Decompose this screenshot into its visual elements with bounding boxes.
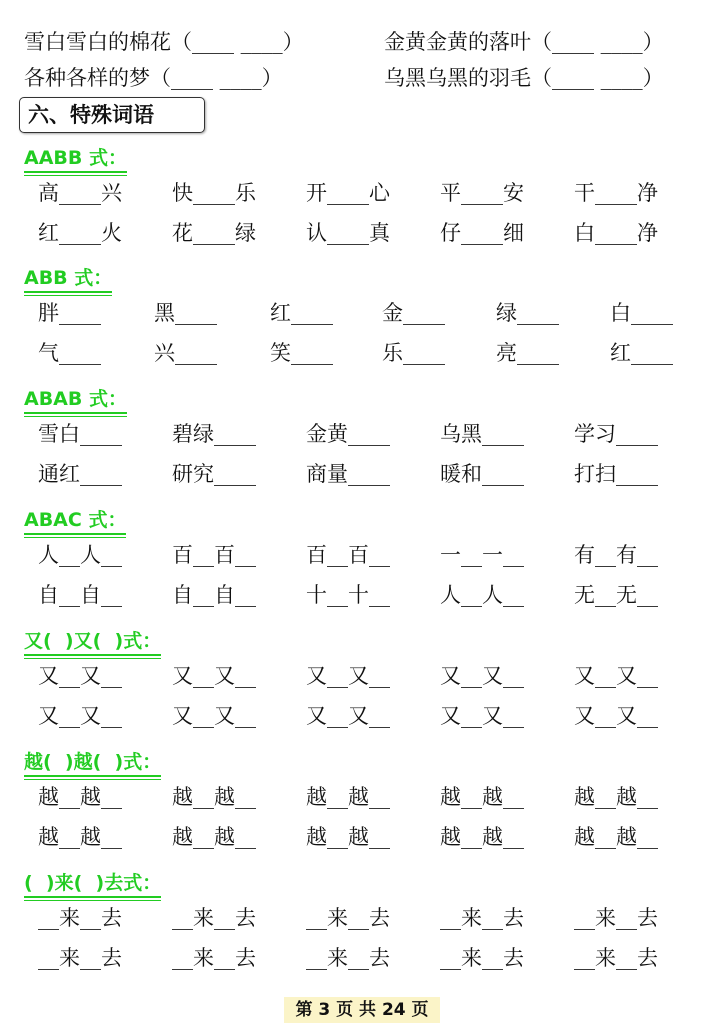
fill-in-item: __来__去 bbox=[38, 946, 122, 970]
fill-in-item: 越__越__ bbox=[38, 785, 122, 809]
fill-in-item: 越__越__ bbox=[306, 825, 390, 849]
fill-in-item: 一__一__ bbox=[440, 543, 524, 567]
fill-in-item: 越__越__ bbox=[38, 825, 122, 849]
fill-in-item: 黑____ bbox=[154, 301, 217, 325]
fill-in-item: __来__去 bbox=[574, 946, 658, 970]
fill-in-item: 又__又__ bbox=[440, 664, 524, 688]
exercise-row bbox=[38, 420, 688, 448]
fill-in-item: 红____ bbox=[610, 341, 673, 365]
fill-in-item: 越__越__ bbox=[574, 785, 658, 809]
fill-in-item: 平____安 bbox=[440, 181, 524, 205]
fill-in-item: 商量____ bbox=[306, 462, 390, 486]
fill-in-item: __来__去 bbox=[172, 906, 256, 930]
fill-in-item: 仔____细 bbox=[440, 221, 524, 245]
fill-in-item: 认____真 bbox=[306, 221, 390, 245]
fill-in-item: 越__越__ bbox=[172, 825, 256, 849]
exercise-row bbox=[38, 339, 688, 367]
fill-in-item: 越__越__ bbox=[306, 785, 390, 809]
fill-in-item: 高____兴 bbox=[38, 181, 122, 205]
fill-in-item: 自__自__ bbox=[172, 583, 256, 607]
pattern-label: 又( )又( )式： bbox=[24, 630, 161, 656]
fill-in-item: 又__又__ bbox=[38, 704, 122, 728]
fill-in-item: __来__去 bbox=[440, 906, 524, 930]
fill-in-item: 干____净 bbox=[574, 181, 658, 205]
exercise-row bbox=[38, 541, 688, 569]
fill-in-item: 越__越__ bbox=[574, 825, 658, 849]
fill-in-item: 无__无__ bbox=[574, 583, 658, 607]
pattern-label: ABAC 式： bbox=[24, 509, 126, 535]
fill-in-item: 金____ bbox=[382, 301, 445, 325]
top-line-1 bbox=[24, 26, 704, 56]
fill-in-item: 自__自__ bbox=[38, 583, 122, 607]
fill-in-item: 红____火 bbox=[38, 221, 122, 245]
fill-in-item: 又__又__ bbox=[574, 664, 658, 688]
fill-in-item: __来__去 bbox=[306, 906, 390, 930]
fill-in-item: 乐____ bbox=[382, 341, 445, 365]
top-line-2 bbox=[24, 62, 704, 92]
fill-in-item: 人__人__ bbox=[440, 583, 524, 607]
section-title: 六、特殊词语 bbox=[19, 97, 205, 133]
fill-in-item: 又__又__ bbox=[306, 704, 390, 728]
fill-in-item: 越__越__ bbox=[440, 785, 524, 809]
phrase-left: 雪白雪白的棉花（____ ____） bbox=[24, 30, 304, 54]
fill-in-item: 白____净 bbox=[574, 221, 658, 245]
fill-in-item: 笑____ bbox=[270, 341, 333, 365]
fill-in-item: __来__去 bbox=[172, 946, 256, 970]
pattern-label: ( )来( )去式： bbox=[24, 872, 161, 898]
pattern-label: AABB 式： bbox=[24, 147, 127, 173]
fill-in-item: 又__又__ bbox=[574, 704, 658, 728]
fill-in-item: 百__百__ bbox=[172, 543, 256, 567]
fill-in-item: 绿____ bbox=[496, 301, 559, 325]
fill-in-item: 金黄____ bbox=[306, 422, 390, 446]
pattern-label: 越( )越( )式： bbox=[24, 751, 161, 777]
fill-in-item: 又__又__ bbox=[172, 704, 256, 728]
fill-in-item: 又__又__ bbox=[172, 664, 256, 688]
fill-in-item: 气____ bbox=[38, 341, 101, 365]
exercise-row bbox=[38, 219, 688, 247]
pattern-label: ABB 式： bbox=[24, 267, 112, 293]
phrase-left: 各种各样的梦（____ ____） bbox=[24, 66, 283, 90]
fill-in-item: 研究____ bbox=[172, 462, 256, 486]
exercise-row bbox=[38, 783, 688, 811]
exercise-row bbox=[38, 702, 688, 730]
fill-in-item: 乌黑____ bbox=[440, 422, 524, 446]
exercise-row bbox=[38, 179, 688, 207]
fill-in-item: 打扫____ bbox=[574, 462, 658, 486]
fill-in-item: 又__又__ bbox=[38, 664, 122, 688]
fill-in-item: 碧绿____ bbox=[172, 422, 256, 446]
fill-in-item: __来__去 bbox=[306, 946, 390, 970]
phrase-right: 金黄金黄的落叶（____ ____） bbox=[384, 30, 664, 54]
exercise-row bbox=[38, 460, 688, 488]
exercise-row bbox=[38, 944, 688, 972]
exercise-row bbox=[38, 904, 688, 932]
pattern-label: ABAB 式： bbox=[24, 388, 127, 414]
fill-in-item: 亮____ bbox=[496, 341, 559, 365]
exercise-row bbox=[38, 581, 688, 609]
fill-in-item: 又__又__ bbox=[306, 664, 390, 688]
fill-in-item: 快____乐 bbox=[172, 181, 256, 205]
exercise-row bbox=[38, 662, 688, 690]
fill-in-item: 白____ bbox=[610, 301, 673, 325]
fill-in-item: 百__百__ bbox=[306, 543, 390, 567]
fill-in-item: __来__去 bbox=[574, 906, 658, 930]
fill-in-item: 暖和____ bbox=[440, 462, 524, 486]
fill-in-item: 通红____ bbox=[38, 462, 122, 486]
exercise-row bbox=[38, 823, 688, 851]
fill-in-item: 十__十__ bbox=[306, 583, 390, 607]
fill-in-item: __来__去 bbox=[38, 906, 122, 930]
fill-in-item: 雪白____ bbox=[38, 422, 122, 446]
fill-in-item: 有__有__ bbox=[574, 543, 658, 567]
exercise-row bbox=[38, 299, 688, 327]
fill-in-item: 胖____ bbox=[38, 301, 101, 325]
fill-in-item: 兴____ bbox=[154, 341, 217, 365]
fill-in-item: __来__去 bbox=[440, 946, 524, 970]
fill-in-item: 又__又__ bbox=[440, 704, 524, 728]
fill-in-item: 人__人__ bbox=[38, 543, 122, 567]
fill-in-item: 开____心 bbox=[306, 181, 390, 205]
fill-in-item: 学习____ bbox=[574, 422, 658, 446]
fill-in-item: 红____ bbox=[270, 301, 333, 325]
page-number: 第 3 页 共 24 页 bbox=[284, 997, 440, 1023]
fill-in-item: 越__越__ bbox=[172, 785, 256, 809]
fill-in-item: 花____绿 bbox=[172, 221, 256, 245]
phrase-right: 乌黑乌黑的羽毛（____ ____） bbox=[384, 66, 664, 90]
fill-in-item: 越__越__ bbox=[440, 825, 524, 849]
